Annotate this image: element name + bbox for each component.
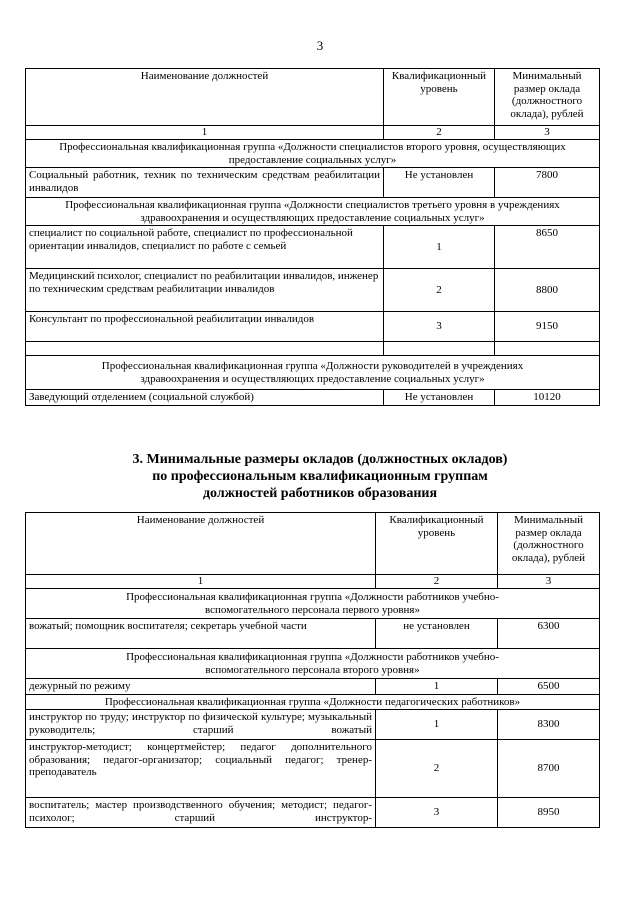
group-title: Профессиональная квалификационная группа «Должности специалистов третьего уровня в учреждениях здравоохранения и осуществляющих предоставление социальных услуг» — [26, 198, 600, 226]
column-number: 1 — [26, 126, 384, 140]
position-name: Социальный работник, техник по техническим средствам реабилитации инвалидов — [26, 168, 384, 198]
column-number: 3 — [498, 575, 600, 589]
min-salary: 8800 — [495, 269, 600, 312]
positions-table-social — [25, 68, 600, 406]
qualification-level: не установлен — [376, 619, 498, 649]
min-salary: 9150 — [495, 312, 600, 342]
empty-cell — [384, 342, 495, 356]
header-qualification-level: Квалификационный уровень — [384, 69, 495, 126]
qualification-level: Не установлен — [384, 168, 495, 198]
group-title: Профессиональная квалификационная группа «Должности руководителей в учреждениях здравоохранения и осуществляющих предоставление социальных услуг» — [26, 356, 600, 390]
section-3-title — [0, 451, 640, 502]
group-title: Профессиональная квалификационная группа «Должности работников учебно-вспомогательного персонала второго уровня» — [26, 649, 600, 679]
qualification-level: 2 — [384, 269, 495, 312]
min-salary: 10120 — [495, 390, 600, 406]
position-name: инструктор по труду; инструктор по физической культуре; музыкальный руководитель; старший вожатый — [26, 710, 376, 740]
qualification-level: 3 — [384, 312, 495, 342]
position-name: специалист по социальной работе, специалист по профессиональной ориентации инвалидов, специалист по работе с семьей — [26, 226, 384, 269]
column-number: 2 — [376, 575, 498, 589]
column-number: 2 — [384, 126, 495, 140]
min-salary: 8300 — [498, 710, 600, 740]
section-title-line: 3. Минимальные размеры окладов (должностных окладов) — [132, 452, 508, 467]
position-name: инструктор-методист; концертмейстер; педагог дополнительного образования; педагог-организатор; социальный педагог; тренер-преподаватель — [26, 740, 376, 798]
column-number: 3 — [495, 126, 600, 140]
qualification-level: 1 — [384, 226, 495, 269]
group-title: Профессиональная квалификационная группа «Должности специалистов второго уровня, осуществляющих предоставление социальных услуг» — [26, 140, 600, 168]
min-salary: 8950 — [498, 798, 600, 828]
header-position-name: Наименование должностей — [26, 69, 384, 126]
qualification-level: Не установлен — [384, 390, 495, 406]
empty-cell — [26, 342, 384, 356]
header-min-salary: Минимальный размер оклада (должностного оклада), рублей — [495, 69, 600, 126]
qualification-level: 2 — [376, 740, 498, 798]
min-salary: 8650 — [495, 226, 600, 269]
section-title-line: должностей работников образования — [202, 486, 438, 501]
page-number: 3 — [316, 38, 324, 53]
position-name: Консультант по профессиональной реабилитации инвалидов — [26, 312, 384, 342]
group-title: Профессиональная квалификационная группа «Должности работников учебно-вспомогательного персонала первого уровня» — [26, 589, 600, 619]
position-name: дежурный по режиму — [26, 679, 376, 695]
header-position-name: Наименование должностей — [26, 513, 376, 575]
position-name: Заведующий отделением (социальной службой) — [26, 390, 384, 406]
column-number: 1 — [26, 575, 376, 589]
min-salary: 6500 — [498, 679, 600, 695]
positions-table-education — [25, 512, 600, 828]
section-title-line: по профессиональным квалификационным группам — [152, 469, 488, 484]
group-title: Профессиональная квалификационная группа «Должности педагогических работников» — [26, 694, 600, 710]
header-qualification-level: Квалификационный уровень — [376, 513, 498, 575]
header-min-salary: Минимальный размер оклада (должностного оклада), рублей — [498, 513, 600, 575]
position-name: вожатый; помощник воспитателя; секретарь учебной части — [26, 619, 376, 649]
position-name: Медицинский психолог, специалист по реабилитации инвалидов, инженер по техническим средствам реабилитации инвалидов — [26, 269, 384, 312]
position-name: воспитатель; мастер производственного обучения; методист; педагог-психолог; старший инструктор- — [26, 798, 376, 828]
min-salary: 7800 — [495, 168, 600, 198]
min-salary: 6300 — [498, 619, 600, 649]
qualification-level: 1 — [376, 710, 498, 740]
min-salary: 8700 — [498, 740, 600, 798]
qualification-level: 3 — [376, 798, 498, 828]
qualification-level: 1 — [376, 679, 498, 695]
empty-cell — [495, 342, 600, 356]
